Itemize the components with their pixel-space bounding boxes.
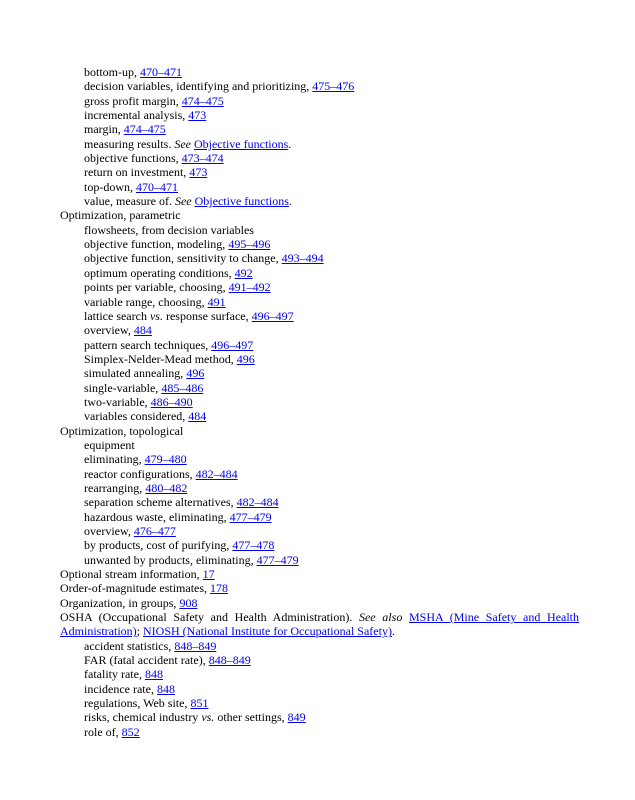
index-subentry [60,538,579,552]
versus-label: vs. [201,710,215,725]
page-reference-link[interactable]: 482–484 [236,495,279,510]
index-subentry [60,510,579,524]
entry-text: FAR (fatal accident rate), [84,653,209,668]
page-reference-link[interactable]: 479–480 [144,452,187,467]
entry-text: accident statistics, [84,638,175,653]
entry-text: overview, [84,323,134,338]
index-subentry [60,65,579,79]
index-subentry [60,280,579,294]
index-subentry [60,165,579,179]
index-heading [60,596,579,610]
entry-text: reactor configurations, [84,466,196,481]
index-subentry: value, measure of. See Objective functions. [84,194,292,209]
entry-text: margin, [84,122,124,137]
versus-label: vs. [149,308,163,323]
page-reference-link[interactable]: 496 [186,366,205,381]
index-heading [60,208,579,222]
index-subentry [60,108,579,122]
index-heading [60,567,579,581]
index-subentry [60,352,579,366]
entry-text: measuring results. [84,136,175,151]
index-subentry [60,266,579,280]
entry-text: Simplex-Nelder-Mead method, [84,351,237,366]
see-label: See [174,194,192,209]
page-reference-link[interactable]: 492 [234,265,253,280]
entry-text: points per variable, choosing, [84,280,229,295]
page-reference-link[interactable]: 470–471 [136,179,178,194]
index-subentry [60,180,579,194]
entry-text: by products, cost of purifying, [84,538,233,553]
entry-text: decision variables, identifying and prioritizing, [84,79,313,94]
index-subentry [60,467,579,481]
entry-text: overview, [84,524,134,538]
entry-text: gross profit margin, [84,93,182,108]
index-subentry [60,438,579,452]
entry-text: equipment [84,437,135,452]
page-reference-link[interactable]: 474–475 [181,93,224,108]
entry-text: Optional stream information, [60,567,203,582]
page-reference-link[interactable]: 477–478 [232,538,275,553]
index-subentry [60,653,579,667]
page-reference-link[interactable]: 491–492 [228,280,271,295]
entry-text: variables considered, [84,409,189,424]
index-subentry [60,122,579,136]
entry-text: Organization, in groups, [60,595,180,610]
page-reference-link[interactable]: 484 [133,323,152,338]
index-subentry: measuring results. See Objective functions. [84,136,292,151]
page-reference-link[interactable]: 496–497 [251,308,294,323]
entry-text: eliminating, [84,452,145,467]
entry-text: response surface, [162,308,252,323]
entry-text: value, measure of. [84,194,175,209]
page-reference-link[interactable]: 473 [189,165,208,180]
page-reference-link[interactable]: 477–479 [256,552,299,567]
index-subentry [60,452,579,466]
page-reference-link[interactable]: 477–479 [229,509,272,524]
entry-text: simulated annealing, [84,366,187,381]
entry-text: bottom-up, [84,65,140,79]
index-subentry [60,94,579,108]
index-subentry [60,639,579,653]
entry-text: top-down, [84,179,136,194]
page-reference-link[interactable]: 493–494 [281,251,324,266]
page-reference-link[interactable]: 476–477 [133,524,176,538]
entry-text: risks, chemical industry [84,710,202,725]
entry-text: lattice search [84,308,150,323]
page-reference-link[interactable]: 849 [287,710,306,725]
see-label: See [174,136,191,151]
index-subentry [60,366,579,380]
index-heading [60,581,579,595]
index-subentry [60,409,579,423]
index-heading [60,424,579,438]
entry-text: variable range, choosing, [84,294,208,309]
index-subentry [60,237,579,251]
page-reference-link[interactable]: 485–486 [161,380,204,395]
index-subentry [60,710,579,724]
index-subentry [60,725,579,739]
entry-text: incremental analysis, [84,108,189,123]
entry-text: optimum operating conditions, [84,265,235,280]
cross-reference-link[interactable]: Objective functions [194,194,289,209]
index-subentry [60,151,579,165]
index-subentry [60,481,579,495]
page-reference-link[interactable]: 852 [121,724,140,739]
entry-text: separation scheme alternatives, [84,495,237,510]
entry-text: objective function, sensitivity to change, [84,251,282,266]
entry-text: objective function, modeling, [84,237,229,252]
index-entry-osha: OSHA (Occupational Safety and Health Administration). See also MSHA (Mine Safety and Health Administration); NIOSH (National Institute for Occupational Safety). [60,610,580,639]
index-entries-group-osha [60,639,579,739]
entry-text: pattern search techniques, [84,337,212,352]
page-reference-link[interactable]: 17 [202,567,215,582]
page-reference-link[interactable]: 908 [179,595,198,610]
index-entries-group [60,65,579,610]
cross-reference-link-niosh[interactable]: NIOSH (National Institute for Occupational Safety) [143,624,392,639]
page-reference-link[interactable]: 470–471 [140,65,182,79]
page-reference-link[interactable]: 851 [190,696,209,711]
entry-text: role of, [84,724,122,739]
index-subentry [60,323,579,337]
page-reference-link[interactable]: 848 [156,681,175,696]
index-subentry [60,251,579,265]
entry-text: Optimization, parametric [60,208,181,223]
index-subentry [60,338,579,352]
see-also-label: See also [358,610,403,625]
page-reference-link[interactable]: 496–497 [211,337,254,352]
cross-reference-link[interactable]: Objective functions [193,136,289,151]
index-subentry [60,223,579,237]
subject-index [60,65,579,739]
entry-text: flowsheets, from decision variables [84,222,254,237]
page-reference-link[interactable]: 482–484 [195,466,238,481]
page-reference-link[interactable]: 473 [188,108,207,123]
entry-text: rearranging, [84,480,146,495]
page-reference-link[interactable]: 475–476 [312,79,355,94]
page-reference-link[interactable]: 495–496 [228,237,271,252]
page-reference-link[interactable]: 484 [188,409,207,424]
page-reference-link[interactable]: 496 [236,351,255,366]
index-subentry [60,495,579,509]
page-reference-link[interactable]: 848 [144,667,163,682]
index-subentry [60,553,579,567]
page-reference-link[interactable]: 480–482 [145,480,188,495]
entry-text: incidence rate, [84,681,157,696]
entry-text: OSHA (Occupational Safety and Health Administration). [60,610,359,625]
entry-text: Order-of-magnitude estimates, [60,581,211,596]
entry-text: regulations, Web site, [84,696,191,711]
index-subentry [60,696,579,710]
entry-text: single-variable, [84,380,162,395]
index-subentry [60,682,579,696]
page-reference-link[interactable]: 486–490 [150,394,193,409]
entry-text: hazardous waste, eliminating, [84,509,230,524]
index-subentry [60,667,579,681]
page-reference-link[interactable]: 474–475 [123,122,166,137]
page-reference-link[interactable]: 848–849 [208,653,251,668]
page-reference-link[interactable]: 473–474 [181,151,224,166]
index-subentry [60,295,579,309]
page-reference-link[interactable]: 491 [207,294,226,309]
index-subentry [60,309,579,323]
cross-reference-link-msha[interactable]: MSHA (Mine Safety and Health Administration) [60,610,580,639]
index-subentry [60,395,579,409]
entry-text: fatality rate, [84,667,145,682]
page-reference-link[interactable]: 848–849 [174,638,217,653]
entry-text: objective functions, [84,151,182,166]
index-subentry [60,381,579,395]
entry-text: two-variable, [84,394,151,409]
entry-text: Optimization, topological [60,423,184,438]
page-reference-link[interactable]: 178 [210,581,229,596]
entry-text: return on investment, [84,165,190,180]
index-subentry [60,524,579,538]
index-subentry [60,79,579,93]
entry-text: other settings, [214,710,288,725]
entry-text: unwanted by products, eliminating, [84,552,257,567]
